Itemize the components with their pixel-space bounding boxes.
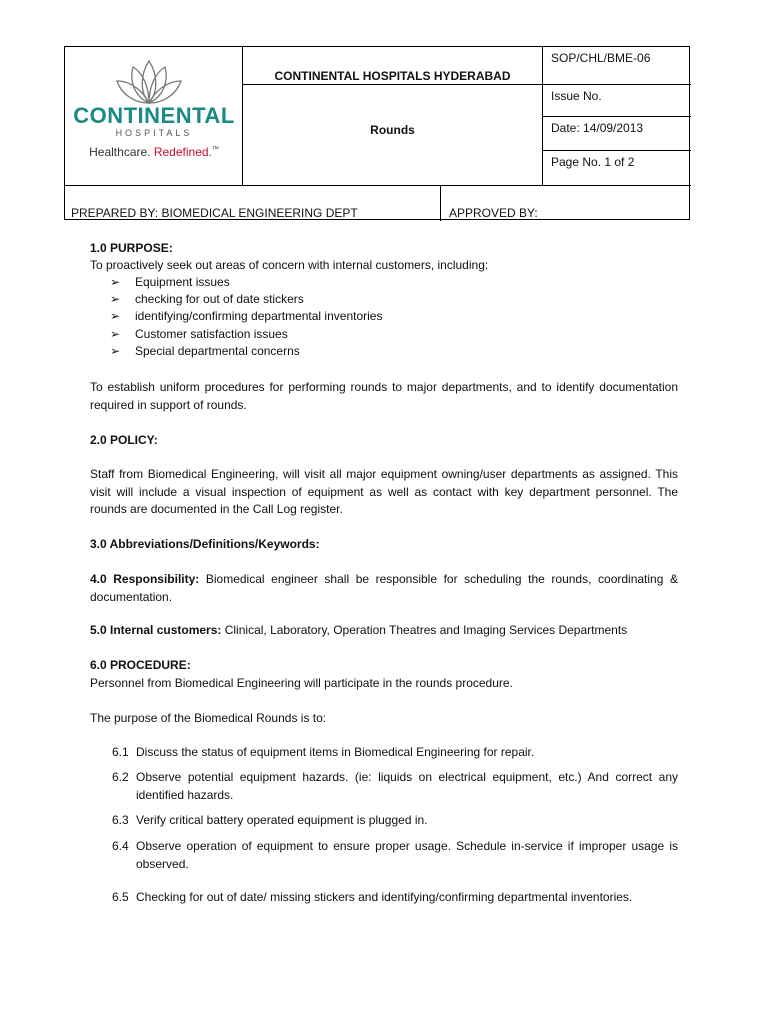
item-number: 6.5	[112, 890, 129, 904]
item-text: Observe operation of equipment to ensure proper usage. Schedule in-service if improper usage is observed.	[136, 839, 678, 871]
procedure-heading: 6.0 PROCEDURE:	[90, 658, 191, 672]
purpose-bullet	[110, 275, 230, 289]
item-text: Checking for out of date/ missing stickers and identifying/confirming departmental inventories.	[136, 890, 633, 904]
bullet-text: identifying/confirming departmental inventories	[135, 309, 383, 323]
item-text: Discuss the status of equipment items in Biomedical Engineering for repair.	[136, 745, 535, 759]
abbreviations-heading: 3.0 Abbreviations/Definitions/Keywords:	[90, 537, 320, 551]
item-number: 6.4	[112, 839, 129, 853]
approved-by: APPROVED BY:	[449, 206, 538, 220]
page-number: Page No. 1 of 2	[551, 155, 635, 169]
bullet-text: Customer satisfaction issues	[135, 327, 288, 341]
purpose-intro: To proactively seek out areas of concern with internal customers, including:	[90, 258, 489, 272]
brand-tagline	[71, 145, 237, 159]
responsibility-text: Biomedical engineer shall be responsible for scheduling the rounds, coordinating & documentation.	[90, 572, 678, 604]
procedure-intro: Personnel from Biomedical Engineering will participate in the rounds procedure.	[90, 676, 513, 690]
tagline-part-a: Healthcare.	[89, 145, 154, 159]
issue-date: Date: 14/09/2013	[543, 117, 691, 151]
procedure-item	[112, 812, 678, 830]
arrow-bullet-icon: ➢	[110, 275, 121, 289]
purpose-bullet	[110, 344, 300, 358]
internal-customers-section	[90, 622, 678, 640]
trademark-symbol: ™	[211, 146, 219, 153]
sop-code: SOP/CHL/BME-06	[543, 47, 691, 85]
internal-customers-text: Clinical, Laboratory, Operation Theatres and Imaging Services Departments	[221, 623, 628, 637]
procedure-item	[112, 889, 678, 907]
responsibility-section	[90, 571, 678, 606]
signature-row	[65, 185, 691, 221]
policy-paragraph: Staff from Biomedical Engineering, will visit all major equipment owning/user departments as assigned. This visit will include a visual inspection of equipment as well as contact with key department personnel. The rounds are documented in the Call Log register.	[90, 467, 678, 516]
bullet-text: Equipment issues	[135, 275, 230, 289]
bullet-text: checking for out of date stickers	[135, 292, 304, 306]
item-number: 6.1	[112, 745, 129, 759]
tagline-part-b: Redefined.	[153, 145, 212, 159]
procedure-item	[112, 769, 678, 804]
hospital-name: CONTINENTAL HOSPITALS HYDERABAD	[243, 47, 543, 85]
purpose-paragraph: To establish uniform procedures for performing rounds to major departments, and to identify documentation required in support of rounds.	[90, 380, 678, 412]
purpose-bullet	[110, 292, 304, 306]
item-number: 6.3	[112, 813, 129, 827]
internal-customers-label: 5.0 Internal customers:	[90, 623, 222, 637]
procedure-item	[112, 744, 678, 762]
procedure-purpose-line: The purpose of the Biomedical Rounds is to:	[90, 711, 327, 725]
issue-number: Issue No.	[543, 85, 691, 117]
logo-cell	[65, 47, 243, 185]
purpose-bullet	[110, 309, 382, 323]
bullet-text: Special departmental concerns	[135, 344, 300, 358]
procedure-item	[112, 838, 678, 873]
arrow-bullet-icon: ➢	[110, 292, 121, 306]
responsibility-label: 4.0 Responsibility:	[90, 572, 200, 586]
item-number: 6.2	[112, 770, 129, 784]
purpose-heading: 1.0 PURPOSE:	[90, 241, 173, 255]
arrow-bullet-icon: ➢	[110, 309, 121, 323]
lotus-logo-icon	[113, 59, 185, 105]
item-text: Observe potential equipment hazards. (ie: liquids on electrical equipment, etc.) And correct any identified hazards.	[136, 770, 678, 802]
document-header-table	[64, 46, 690, 220]
purpose-bullet	[110, 327, 288, 341]
arrow-bullet-icon: ➢	[110, 327, 121, 341]
item-text: Verify critical battery operated equipment is plugged in.	[136, 813, 428, 827]
brand-subtitle: HOSPITALS	[115, 128, 193, 138]
prepared-by: PREPARED BY: BIOMEDICAL ENGINEERING DEPT	[65, 186, 441, 221]
document-title: Rounds	[243, 85, 543, 185]
policy-heading: 2.0 POLICY:	[90, 433, 158, 447]
brand-name: CONTINENTAL	[73, 103, 235, 128]
arrow-bullet-icon: ➢	[110, 344, 121, 358]
